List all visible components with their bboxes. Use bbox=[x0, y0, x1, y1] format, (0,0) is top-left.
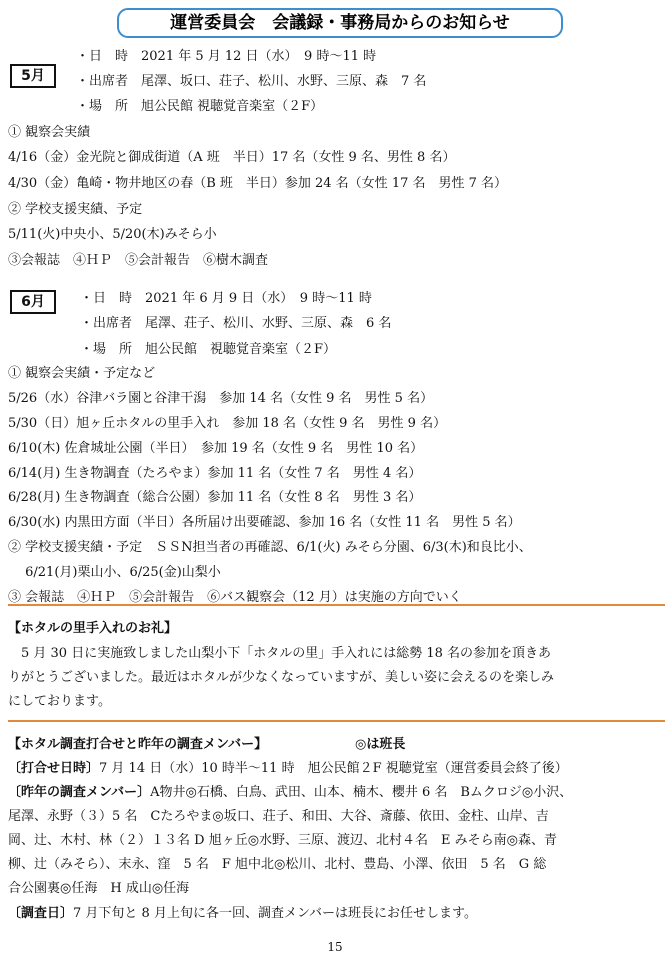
june-attendees: ・出席者 尾澤、荘子、松川、水野、三原、森 6 名 bbox=[80, 316, 392, 331]
members-line: 尾澤、永野（３）5 名 Cたろやま◎坂口、荘子、和田、大谷、斎藤、依田、金柱、山岸、吉 bbox=[8, 809, 549, 824]
may-item: ② 学校支援実績、予定 bbox=[8, 202, 143, 217]
june-item: 5/30（日）旭ヶ丘ホタルの里手入れ 参加 18 名（女性 9 名 男性 9 名） bbox=[8, 416, 447, 431]
june-place: ・場 所 旭公民館 視聴覚音楽室（２F） bbox=[80, 342, 337, 357]
section-divider bbox=[8, 720, 665, 722]
meeting-label: 〔打合せ日時〕 bbox=[8, 761, 100, 776]
hotaru-survey-heading: 【ホタル調査打合せと昨年の調査メンバー】 bbox=[8, 737, 268, 752]
may-label-box: 5月 bbox=[10, 64, 56, 88]
section-divider bbox=[8, 604, 665, 606]
survey-date-line bbox=[8, 907, 477, 920]
members-line: 柳、辻（みそら）、末永、窪 5 名 F 旭中北◎松川、北村、豊島、小澤、依田 5 名 G 総 bbox=[8, 857, 547, 872]
hotaru-thanks-heading: 【ホタルの里手入れのお礼】 bbox=[8, 621, 178, 636]
members-line bbox=[8, 786, 572, 799]
members-label: 〔昨年の調査メンバー〕 bbox=[8, 785, 151, 800]
may-item: ③会報誌 ④ＨＰ ⑤会計報告 ⑥樹木調査 bbox=[8, 253, 269, 268]
june-item: 6/30(水) 内黒田方面（半日）各所届け出要確認、参加 16 名（女性 11 名 男性 5 名） bbox=[8, 515, 521, 530]
june-item: ② 学校支援実績・予定 ＳＳN担当者の再確認、6/1(火) みそら分園、6/3(木)和良比小、 bbox=[8, 540, 532, 555]
hotaru-thanks-line: 5 月 30 日に実施致しました山梨小下「ホタルの里」手入れには総勢 18 名の参加を頂きあ bbox=[8, 646, 552, 661]
may-item: 4/30（金）亀崎・物井地区の春（B 班 半日）参加 24 名（女性 17 名 男性 7 名） bbox=[8, 176, 508, 191]
may-date: ・日 時 2021 年 5 月 12 日（水） 9 時～11 時 bbox=[76, 49, 377, 64]
may-item: ① 観察会実績 bbox=[8, 125, 91, 140]
page-title: 運営委員会 会議録・事務局からのお知らせ bbox=[117, 8, 563, 38]
june-item: 6/28(月) 生き物調査（総合公園）参加 11 名（女性 8 名 男性 3 名） bbox=[8, 490, 422, 505]
may-place: ・場 所 旭公民館 視聴覚音楽室（２F） bbox=[76, 99, 324, 114]
survey-date-text: 7 月下旬と 8 月上旬に各一回、調査メンバーは班長にお任せします。 bbox=[73, 906, 478, 921]
june-item: 6/14(月) 生き物調査（たろやま）参加 11 名（女性 7 名 男性 4 名） bbox=[8, 466, 422, 481]
hotaru-thanks-line: にしております。 bbox=[8, 694, 111, 709]
may-attendees: ・出席者 尾澤、坂口、荘子、松川、水野、三原、森 7 名 bbox=[76, 74, 427, 89]
members-line: 岡、辻、木村、林（２）１３名 D 旭ヶ丘◎水野、三原、渡辺、北村４名 E みそら南◎森、青 bbox=[8, 833, 557, 848]
members-line: 合公園裏◎任海 H 成山◎任海 bbox=[8, 881, 190, 896]
june-item: 6/10(木) 佐倉城址公園（半日） 参加 19 名（女性 9 名 男性 10 名） bbox=[8, 441, 424, 456]
june-item: 6/21(月)栗山小、6/25(金)山梨小 bbox=[8, 565, 221, 580]
june-item: ③ 会報誌 ④ＨＰ ⑤会計報告 ⑥バス観察会（12 月）は実施の方向でいく bbox=[8, 590, 462, 605]
june-label-box: 6月 bbox=[10, 290, 56, 314]
meeting-line bbox=[8, 762, 568, 775]
june-item: 5/26（水）谷津バラ園と谷津干潟 参加 14 名（女性 9 名 男性 5 名） bbox=[8, 391, 434, 406]
hotaru-thanks-line: りがとうございました。最近はホタルが少なくなっていますが、美しい姿に会えるのを楽しみ bbox=[8, 670, 555, 685]
june-item: ① 観察会実績・予定など bbox=[8, 366, 156, 381]
may-item: 4/16（金）金光院と御成街道（A 班 半日）17 名（女性 9 名、男性 8 名） bbox=[8, 150, 456, 165]
page-number: 15 bbox=[327, 940, 343, 954]
meeting-text: 7 月 14 日（水）10 時半～11 時 旭公民館２F 視聴覚室（運営委員会終了後） bbox=[99, 761, 568, 776]
members-text: A物井◎石橋、白鳥、武田、山本、楠木、櫻井 6 名 Bムクロジ◎小沢、 bbox=[150, 785, 573, 800]
june-date: ・日 時 2021 年 6 月 9 日（水） 9 時～11 時 bbox=[80, 291, 372, 306]
leader-note: ◎は班長 bbox=[355, 737, 406, 752]
survey-date-label: 〔調査日〕 bbox=[8, 906, 74, 921]
may-item: 5/11(火)中央小、5/20(木)みそら小 bbox=[8, 227, 217, 242]
